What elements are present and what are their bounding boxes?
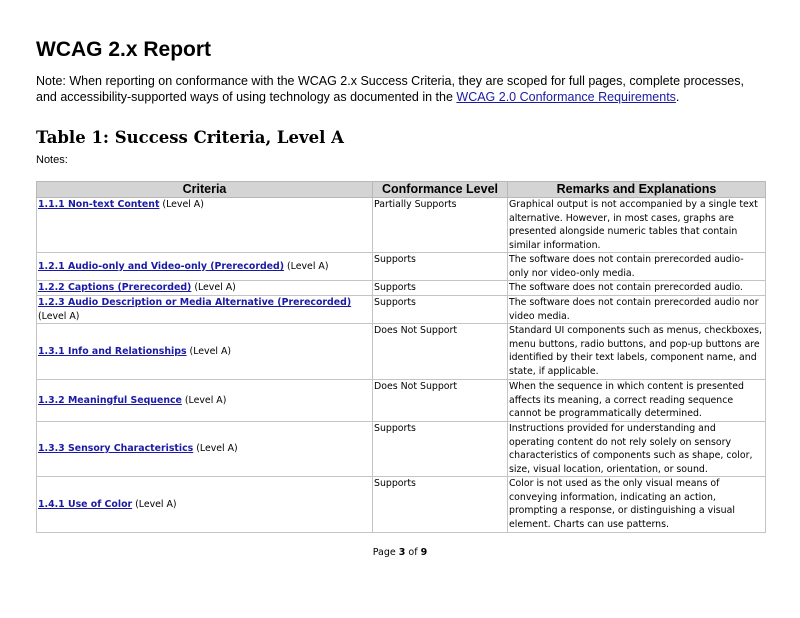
conformance-cell: Supports xyxy=(373,296,508,324)
note-text: Note: When reporting on conformance with the WCAG 2.x Success Criteria, they are scoped for full pages, complete processes, and accessibility-supported ways of using technology as documented in the xyxy=(36,74,744,104)
note-end: . xyxy=(675,89,680,104)
criteria-link[interactable]: 1.1.1 Non-text Content xyxy=(38,199,160,210)
remarks-cell: The software does not contain prerecorded audio nor video media. xyxy=(508,296,766,324)
conformance-cell: Supports xyxy=(373,422,508,477)
table-header-row xyxy=(37,182,766,198)
criteria-level: (Level A) xyxy=(193,443,238,455)
page-label: Page xyxy=(372,547,399,558)
page-of: of xyxy=(405,547,421,558)
remarks-cell: When the sequence in which content is presented affects its meaning, a correct reading sequence cannot be programmatically determined. xyxy=(508,380,766,422)
criteria-link[interactable]: 1.2.2 Captions (Prerecorded) xyxy=(38,282,192,294)
criteria-level: (Level A) xyxy=(191,282,236,294)
header-remarks: Remarks and Explanations xyxy=(508,182,766,198)
page-current: 3 xyxy=(398,547,406,558)
remarks-cell: Standard UI components such as menus, checkboxes, menu buttons, radio buttons, and pop-up buttons are identified by their text labels, component name, and state, if applicable. xyxy=(508,324,766,380)
criteria-level: (Level A) xyxy=(181,394,227,406)
conformance-cell: Partially Supports xyxy=(373,198,508,253)
table-row xyxy=(37,324,766,380)
criteria-cell xyxy=(37,422,373,477)
remarks-cell: Color is not used as the only visual means of conveying information, indicating an action, prompting a response, or distinguishing a visual element. Charts can use patterns. xyxy=(508,477,766,533)
conformance-note xyxy=(36,74,766,105)
header-conformance-level: Conformance Level xyxy=(373,182,508,198)
criteria-link[interactable]: 1.3.2 Meaningful Sequence xyxy=(38,394,182,406)
table-row xyxy=(37,253,766,281)
criteria-cell xyxy=(37,477,373,533)
criteria-link[interactable]: 1.2.3 Audio Description or Media Alternative (Prerecorded) xyxy=(38,297,352,308)
conformance-cell: Supports xyxy=(373,281,508,296)
table-row xyxy=(37,296,766,324)
criteria-level: (Level A) xyxy=(186,345,232,357)
table-row xyxy=(37,281,766,296)
criteria-level: (Level A) xyxy=(38,310,80,322)
criteria-level: (Level A) xyxy=(159,199,204,210)
criteria-link[interactable]: 1.3.1 Info and Relationships xyxy=(38,345,187,357)
criteria-link[interactable]: 1.4.1 Use of Color xyxy=(38,498,133,510)
conformance-cell: Supports xyxy=(373,253,508,281)
criteria-cell xyxy=(37,281,373,296)
criteria-link[interactable]: 1.2.1 Audio-only and Video-only (Prerecorded) xyxy=(38,260,285,272)
table-row xyxy=(37,477,766,533)
conformance-cell: Does Not Support xyxy=(373,324,508,380)
criteria-level: (Level A) xyxy=(132,498,177,510)
table-row xyxy=(37,422,766,477)
table-row xyxy=(37,380,766,422)
conformance-cell: Does Not Support xyxy=(373,380,508,422)
criteria-level: (Level A) xyxy=(284,260,329,272)
criteria-cell xyxy=(37,198,373,253)
criteria-cell xyxy=(37,296,373,324)
wcag-conformance-link[interactable]: WCAG 2.0 Conformance Requirements xyxy=(456,89,676,104)
remarks-cell: The software does not contain prerecorded audio. xyxy=(508,281,766,296)
remarks-cell: The software does not contain prerecorded audio-only nor video-only media. xyxy=(508,253,766,281)
report-title: WCAG 2.x Report xyxy=(36,38,212,61)
criteria-link[interactable]: 1.3.3 Sensory Characteristics xyxy=(38,443,194,455)
success-criteria-table xyxy=(36,181,766,533)
criteria-cell xyxy=(37,253,373,281)
table-title: Table 1: Success Criteria, Level A xyxy=(36,128,344,147)
notes-label: Notes: xyxy=(36,154,68,166)
conformance-cell: Supports xyxy=(373,477,508,533)
criteria-cell xyxy=(37,324,373,380)
page-footer xyxy=(0,547,800,558)
page-total: 9 xyxy=(420,547,428,558)
table-row xyxy=(37,198,766,253)
remarks-cell: Graphical output is not accompanied by a single text alternative. However, in most cases, graphs are presented alongside numeric tables that contain similar information. xyxy=(508,198,766,253)
criteria-cell xyxy=(37,380,373,422)
header-criteria: Criteria xyxy=(37,182,373,198)
remarks-cell: Instructions provided for understanding and operating content do not rely solely on sensory characteristics of components such as shape, color, size, visual location, orientation, or sound. xyxy=(508,422,766,477)
